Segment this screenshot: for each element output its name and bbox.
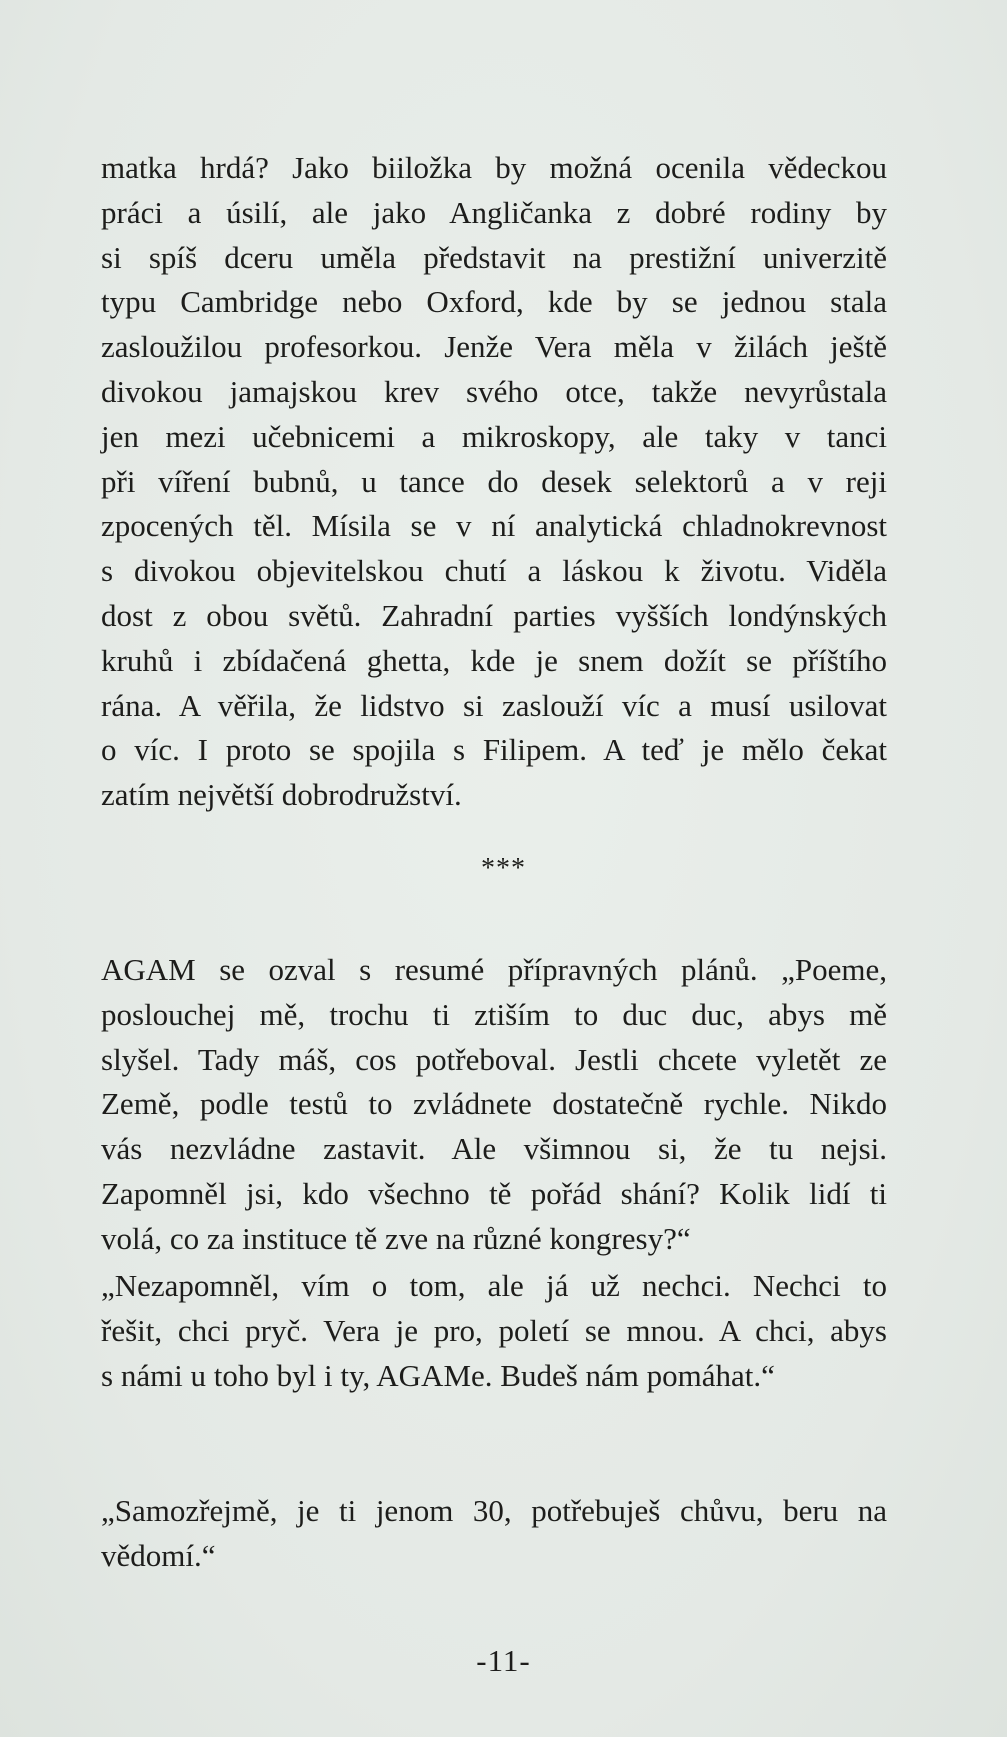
text-line: řešit, chci pryč. Vera je pro, poletí se mnou. A chci, abys (101, 1312, 887, 1348)
page-number: -11- (476, 1643, 531, 1678)
section-separator: *** (481, 853, 526, 884)
text-line: vás nezvládne zastavit. Ale všimnou si, že tu nejsi. (101, 1131, 887, 1167)
text-line: při víření bubnů, u tance do desek selektorů a v reji (101, 463, 887, 499)
paragraph-agam (101, 948, 887, 1262)
text-line: Zapomněl jsi, kdo všechno tě pořád shání? Kolik lidí ti (101, 1175, 887, 1211)
text-line: vědomí.“ (101, 1537, 216, 1573)
text-line: matka hrdá? Jako biiložka by možná ocenila vědeckou (101, 150, 887, 185)
text-line: „Samozřejmě, je ti jenom 30, potřebuješ chůvu, beru na (101, 1493, 887, 1528)
text-line: zasloužilou profesorkou. Jenže Vera měla v žilách ještě (101, 329, 887, 365)
text-line: si spíš dceru uměla představit na prestižní univerzitě (101, 239, 887, 275)
text-line: o víc. I proto se spojila s Filipem. A teď je mělo čekat (101, 732, 887, 768)
text-line: s divokou objevitelskou chutí a láskou k životu. Viděla (101, 553, 887, 589)
text-line: typu Cambridge nebo Oxford, kde by se jednou stala (101, 284, 887, 320)
text-line: volá, co za instituce tě zve na různé kongresy?“ (101, 1220, 691, 1256)
text-line: slyšel. Tady máš, cos potřeboval. Jestli chcete vyletět ze (101, 1041, 887, 1077)
text-line: Země, podle testů to zvládnete dostatečně rychle. Nikdo (101, 1086, 887, 1122)
paragraph-filip-reply (101, 1264, 887, 1398)
paragraph-vera (101, 146, 887, 818)
text-line: rána. A věřila, že lidstvo si zaslouží víc a musí usilovat (101, 687, 887, 723)
text-line: divokou jamajskou krev svého otce, takže nevyrůstala (101, 373, 887, 409)
text-line: zatím největší dobrodružství. (101, 777, 462, 813)
text-line: s námi u toho byl i ty, AGAMe. Budeš nám pomáhat.“ (101, 1357, 775, 1393)
text-line: práci a úsilí, ale jako Angličanka z dobré rodiny by (101, 194, 887, 230)
text-line: AGAM se ozval s resumé přípravných plánů. „Poeme, (101, 952, 887, 987)
text-line: dost z obou světů. Zahradní parties vyšších londýnských (101, 597, 887, 633)
text-line: „Nezapomněl, vím o tom, ale já už nechci. Nechci to (101, 1268, 887, 1303)
text-line: zpocených těl. Mísila se v ní analytická chladnokrevnost (101, 508, 887, 544)
paragraph-agam-reply (101, 1489, 887, 1579)
text-line: jen mezi učebnicemi a mikroskopy, ale taky v tanci (101, 418, 887, 454)
text-line: kruhů i zbídačená ghetta, kde je snem dožít se příštího (101, 642, 887, 678)
text-line: poslouchej mě, trochu ti ztiším to duc duc, abys mě (101, 996, 887, 1032)
